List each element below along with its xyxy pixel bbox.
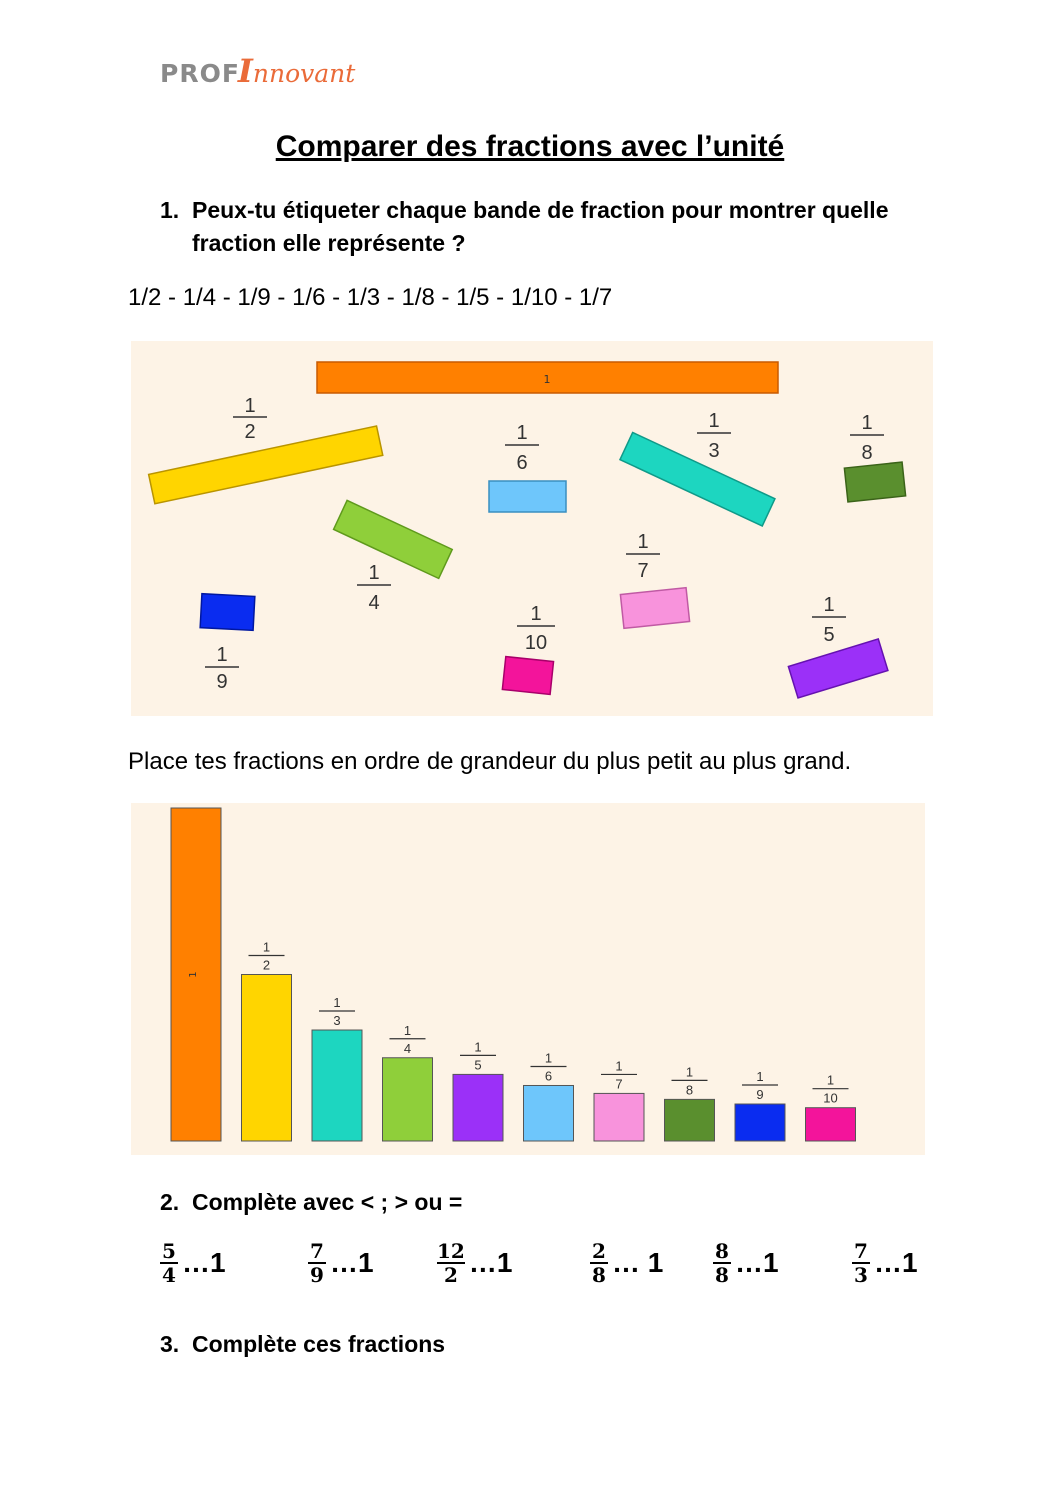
order-bar-3 — [312, 1030, 362, 1141]
exercise-3-blank[interactable]: …1 — [468, 1247, 513, 1278]
svg-text:5: 5 — [823, 624, 835, 646]
order-label-den-5: 5 — [474, 1057, 482, 1073]
exercise-1-fraction: $\frac{5}{4}$ — [160, 1240, 178, 1286]
question-3 — [160, 1328, 892, 1361]
exercise-5 — [713, 1240, 779, 1286]
logo — [160, 52, 356, 90]
order-label-num-6: 1 — [544, 1050, 553, 1066]
order-label-den-9: 9 — [756, 1087, 764, 1103]
question-3-text: Complète ces fractions — [192, 1331, 446, 1357]
question-2-text: Complète avec < ; > ou = — [192, 1189, 463, 1215]
order-bar-5 — [453, 1074, 503, 1141]
question-1-number: 1. — [160, 197, 180, 223]
svg-text:1: 1 — [368, 562, 380, 584]
exercise-6 — [852, 1240, 918, 1286]
strips-figure — [131, 341, 933, 716]
strip-half — [149, 426, 383, 504]
label-fifth — [812, 594, 846, 646]
strip-sixth — [489, 481, 566, 512]
strip-eighth — [844, 462, 905, 502]
exercise-5-fraction: $\frac{8}{8}$ — [713, 1240, 731, 1286]
logo-innovant: nnovant — [252, 59, 356, 88]
svg-text:3: 3 — [708, 440, 720, 462]
label-sixth — [505, 422, 539, 474]
order-label-den-6: 6 — [544, 1068, 553, 1084]
exercise-3 — [437, 1240, 512, 1286]
svg-text:1: 1 — [244, 395, 256, 417]
order-label-num-8: 1 — [685, 1064, 694, 1080]
svg-text:1: 1 — [516, 422, 528, 444]
order-bar-unit-label: 1 — [188, 971, 199, 978]
svg-text:1: 1 — [216, 644, 228, 666]
exercise-4-fraction: $\frac{2}{8}$ — [590, 1240, 608, 1286]
order-bar-9 — [735, 1104, 785, 1141]
question-3-number: 3. — [160, 1331, 180, 1357]
order-label-num-3: 1 — [333, 995, 341, 1011]
svg-text:1: 1 — [530, 603, 542, 625]
exercise-4-blank[interactable]: … 1 — [612, 1247, 664, 1278]
exercise-1 — [160, 1240, 226, 1286]
svg-text:4: 4 — [368, 592, 380, 614]
order-label-num-2: 1 — [262, 939, 271, 955]
exercise-row — [150, 1240, 930, 1300]
order-label-den-7: 7 — [615, 1076, 623, 1092]
svg-text:10: 10 — [524, 632, 548, 654]
order-bar-10 — [806, 1108, 856, 1141]
order-label-num-4: 1 — [403, 1022, 412, 1038]
svg-text:1: 1 — [708, 410, 720, 432]
order-figure — [131, 803, 925, 1155]
label-seventh — [626, 531, 660, 582]
strip-unit-label: 1 — [543, 373, 551, 386]
strip-seventh — [620, 588, 689, 629]
svg-text:1: 1 — [637, 531, 649, 553]
order-label-den-10: 10 — [823, 1090, 838, 1106]
exercise-6-blank[interactable]: …1 — [874, 1247, 918, 1278]
strip-third — [620, 432, 775, 526]
order-label-den-4: 4 — [403, 1040, 412, 1056]
order-label-den-8: 8 — [685, 1082, 694, 1098]
label-quarter — [357, 562, 391, 614]
exercise-5-blank[interactable]: …1 — [735, 1247, 779, 1278]
exercise-2-blank[interactable]: …1 — [330, 1247, 374, 1278]
svg-text:8: 8 — [861, 442, 873, 464]
strip-quarter — [334, 500, 453, 578]
order-bar-2 — [242, 975, 292, 1142]
question-1 — [160, 194, 892, 260]
question-2-number: 2. — [160, 1189, 180, 1215]
order-bar-4 — [383, 1058, 433, 1141]
order-instruction: Place tes fractions en ordre de grandeur du plus petit au plus grand. — [128, 748, 852, 775]
label-eighth — [850, 412, 884, 464]
logo-prof: PROF — [160, 59, 240, 88]
strip-fifth — [788, 639, 888, 698]
fraction-list: 1/2 - 1/4 - 1/9 - 1/6 - 1/3 - 1/8 - 1/5 - 1/10 - 1/7 — [128, 284, 613, 311]
question-2 — [160, 1186, 892, 1219]
logo-i: I — [237, 52, 253, 90]
label-third — [697, 410, 731, 462]
question-1-text: Peux-tu étiqueter chaque bande de fraction pour montrer quelle fraction elle représente ? — [192, 197, 889, 256]
label-half — [233, 395, 267, 443]
svg-text:2: 2 — [244, 421, 256, 443]
svg-text:7: 7 — [637, 560, 649, 582]
exercise-1-blank[interactable]: …1 — [182, 1247, 226, 1278]
strips-panel — [131, 341, 933, 716]
svg-text:1: 1 — [861, 412, 873, 434]
order-label-den-2: 2 — [262, 957, 271, 973]
svg-text:6: 6 — [516, 452, 528, 474]
svg-text:1: 1 — [823, 594, 835, 616]
order-label-num-9: 1 — [756, 1069, 764, 1085]
page-title: Comparer des fractions avec l’unité — [275, 130, 785, 163]
strip-tenth — [502, 657, 553, 695]
label-tenth — [517, 603, 555, 654]
order-bar-6 — [524, 1085, 574, 1141]
order-bar-7 — [594, 1093, 644, 1141]
strip-ninth — [200, 594, 255, 631]
strip-unit — [317, 362, 778, 393]
order-label-num-5: 1 — [474, 1039, 482, 1055]
svg-text:9: 9 — [216, 671, 228, 693]
order-label-den-3: 3 — [333, 1013, 341, 1029]
order-label-num-10: 1 — [826, 1072, 835, 1088]
label-ninth — [205, 644, 239, 693]
exercise-3-fraction: $\frac{12}{2}$ — [437, 1239, 465, 1287]
exercise-4 — [590, 1240, 663, 1286]
order-bar-8 — [665, 1099, 715, 1141]
exercise-2-fraction: $\frac{7}{9}$ — [308, 1240, 326, 1286]
exercise-6-fraction: $\frac{7}{3}$ — [852, 1240, 870, 1286]
order-label-num-7: 1 — [615, 1058, 623, 1074]
order-panel — [131, 803, 925, 1155]
exercise-2 — [308, 1240, 374, 1286]
